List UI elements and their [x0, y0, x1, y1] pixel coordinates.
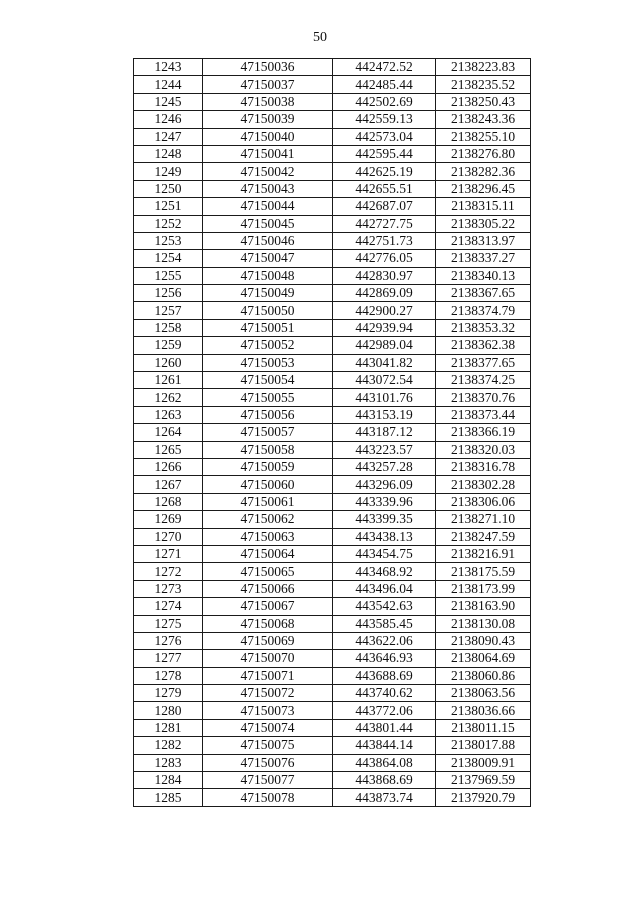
x-coordinate-cell: 443864.08	[333, 754, 436, 771]
row-number-cell: 1244	[134, 76, 203, 93]
row-number-cell: 1283	[134, 754, 203, 771]
point-id-cell: 47150045	[203, 215, 333, 232]
y-coordinate-cell: 2138374.79	[436, 302, 531, 319]
y-coordinate-cell: 2138036.66	[436, 702, 531, 719]
point-id-cell: 47150052	[203, 337, 333, 354]
row-number-cell: 1277	[134, 650, 203, 667]
x-coordinate-cell: 443496.04	[333, 580, 436, 597]
point-id-cell: 47150053	[203, 354, 333, 371]
y-coordinate-cell: 2138011.15	[436, 719, 531, 736]
table-row	[134, 702, 531, 719]
row-number-cell: 1274	[134, 598, 203, 615]
x-coordinate-cell: 442595.44	[333, 145, 436, 162]
table-row	[134, 285, 531, 302]
table-row	[134, 493, 531, 510]
row-number-cell: 1265	[134, 441, 203, 458]
y-coordinate-cell: 2138163.90	[436, 598, 531, 615]
x-coordinate-cell: 442869.09	[333, 285, 436, 302]
y-coordinate-cell: 2138060.86	[436, 667, 531, 684]
point-id-cell: 47150075	[203, 737, 333, 754]
point-id-cell: 47150078	[203, 789, 333, 806]
point-id-cell: 47150057	[203, 424, 333, 441]
x-coordinate-cell: 442655.51	[333, 180, 436, 197]
y-coordinate-cell: 2138009.91	[436, 754, 531, 771]
table-row	[134, 580, 531, 597]
x-coordinate-cell: 443101.76	[333, 389, 436, 406]
x-coordinate-cell: 442625.19	[333, 163, 436, 180]
row-number-cell: 1252	[134, 215, 203, 232]
y-coordinate-cell: 2138247.59	[436, 528, 531, 545]
y-coordinate-cell: 2138243.36	[436, 111, 531, 128]
x-coordinate-cell: 443873.74	[333, 789, 436, 806]
point-id-cell: 47150039	[203, 111, 333, 128]
row-number-cell: 1253	[134, 232, 203, 249]
y-coordinate-cell: 2138064.69	[436, 650, 531, 667]
table-row	[134, 754, 531, 771]
x-coordinate-cell: 443622.06	[333, 632, 436, 649]
x-coordinate-cell: 443468.92	[333, 563, 436, 580]
row-number-cell: 1256	[134, 285, 203, 302]
y-coordinate-cell: 2138302.28	[436, 476, 531, 493]
row-number-cell: 1246	[134, 111, 203, 128]
y-coordinate-cell: 2138017.88	[436, 737, 531, 754]
point-id-cell: 47150041	[203, 145, 333, 162]
x-coordinate-cell: 443801.44	[333, 719, 436, 736]
y-coordinate-cell: 2138090.43	[436, 632, 531, 649]
x-coordinate-cell: 442727.75	[333, 215, 436, 232]
y-coordinate-cell: 2138316.78	[436, 458, 531, 475]
row-number-cell: 1249	[134, 163, 203, 180]
row-number-cell: 1268	[134, 493, 203, 510]
row-number-cell: 1250	[134, 180, 203, 197]
y-coordinate-cell: 2137920.79	[436, 789, 531, 806]
table-row	[134, 458, 531, 475]
table-row	[134, 632, 531, 649]
point-id-cell: 47150072	[203, 685, 333, 702]
table-row	[134, 685, 531, 702]
y-coordinate-cell: 2138271.10	[436, 511, 531, 528]
row-number-cell: 1263	[134, 406, 203, 423]
row-number-cell: 1243	[134, 59, 203, 76]
y-coordinate-cell: 2137969.59	[436, 772, 531, 789]
row-number-cell: 1259	[134, 337, 203, 354]
x-coordinate-cell: 442485.44	[333, 76, 436, 93]
table-row	[134, 372, 531, 389]
y-coordinate-cell: 2138313.97	[436, 232, 531, 249]
x-coordinate-cell: 442776.05	[333, 250, 436, 267]
x-coordinate-cell: 442573.04	[333, 128, 436, 145]
row-number-cell: 1285	[134, 789, 203, 806]
table-row	[134, 215, 531, 232]
row-number-cell: 1270	[134, 528, 203, 545]
y-coordinate-cell: 2138373.44	[436, 406, 531, 423]
point-id-cell: 47150056	[203, 406, 333, 423]
x-coordinate-cell: 442687.07	[333, 198, 436, 215]
point-id-cell: 47150051	[203, 319, 333, 336]
point-id-cell: 47150061	[203, 493, 333, 510]
point-id-cell: 47150077	[203, 772, 333, 789]
x-coordinate-cell: 443868.69	[333, 772, 436, 789]
y-coordinate-cell: 2138374.25	[436, 372, 531, 389]
row-number-cell: 1269	[134, 511, 203, 528]
row-number-cell: 1275	[134, 615, 203, 632]
row-number-cell: 1282	[134, 737, 203, 754]
y-coordinate-cell: 2138337.27	[436, 250, 531, 267]
table-row	[134, 563, 531, 580]
y-coordinate-cell: 2138305.22	[436, 215, 531, 232]
point-id-cell: 47150048	[203, 267, 333, 284]
x-coordinate-cell: 443187.12	[333, 424, 436, 441]
table-row	[134, 337, 531, 354]
y-coordinate-cell: 2138276.80	[436, 145, 531, 162]
x-coordinate-cell: 443072.54	[333, 372, 436, 389]
x-coordinate-cell: 443585.45	[333, 615, 436, 632]
y-coordinate-cell: 2138362.38	[436, 337, 531, 354]
table-row	[134, 59, 531, 76]
y-coordinate-cell: 2138353.32	[436, 319, 531, 336]
point-id-cell: 47150044	[203, 198, 333, 215]
y-coordinate-cell: 2138282.36	[436, 163, 531, 180]
table-row	[134, 667, 531, 684]
y-coordinate-cell: 2138370.76	[436, 389, 531, 406]
x-coordinate-cell: 443772.06	[333, 702, 436, 719]
x-coordinate-cell: 443740.62	[333, 685, 436, 702]
point-id-cell: 47150059	[203, 458, 333, 475]
x-coordinate-cell: 442502.69	[333, 93, 436, 110]
table-row	[134, 511, 531, 528]
point-id-cell: 47150068	[203, 615, 333, 632]
point-id-cell: 47150065	[203, 563, 333, 580]
point-id-cell: 47150047	[203, 250, 333, 267]
point-id-cell: 47150067	[203, 598, 333, 615]
x-coordinate-cell: 443542.63	[333, 598, 436, 615]
table-row	[134, 650, 531, 667]
y-coordinate-cell: 2138216.91	[436, 545, 531, 562]
row-number-cell: 1247	[134, 128, 203, 145]
row-number-cell: 1284	[134, 772, 203, 789]
row-number-cell: 1261	[134, 372, 203, 389]
table-row	[134, 93, 531, 110]
point-id-cell: 47150062	[203, 511, 333, 528]
y-coordinate-cell: 2138306.06	[436, 493, 531, 510]
table-row	[134, 302, 531, 319]
row-number-cell: 1254	[134, 250, 203, 267]
row-number-cell: 1278	[134, 667, 203, 684]
x-coordinate-cell: 443454.75	[333, 545, 436, 562]
table-row	[134, 476, 531, 493]
x-coordinate-cell: 443257.28	[333, 458, 436, 475]
row-number-cell: 1281	[134, 719, 203, 736]
point-id-cell: 47150071	[203, 667, 333, 684]
page-number: 50	[313, 30, 327, 45]
point-id-cell: 47150038	[203, 93, 333, 110]
row-number-cell: 1279	[134, 685, 203, 702]
point-id-cell: 47150058	[203, 441, 333, 458]
coordinates-table	[133, 58, 531, 807]
row-number-cell: 1276	[134, 632, 203, 649]
y-coordinate-cell: 2138175.59	[436, 563, 531, 580]
y-coordinate-cell: 2138173.99	[436, 580, 531, 597]
table-row	[134, 354, 531, 371]
x-coordinate-cell: 443339.96	[333, 493, 436, 510]
row-number-cell: 1245	[134, 93, 203, 110]
x-coordinate-cell: 442830.97	[333, 267, 436, 284]
x-coordinate-cell: 443153.19	[333, 406, 436, 423]
y-coordinate-cell: 2138255.10	[436, 128, 531, 145]
row-number-cell: 1272	[134, 563, 203, 580]
row-number-cell: 1262	[134, 389, 203, 406]
table-row	[134, 163, 531, 180]
point-id-cell: 47150073	[203, 702, 333, 719]
table-row	[134, 528, 531, 545]
y-coordinate-cell: 2138250.43	[436, 93, 531, 110]
point-id-cell: 47150074	[203, 719, 333, 736]
x-coordinate-cell: 443399.35	[333, 511, 436, 528]
point-id-cell: 47150064	[203, 545, 333, 562]
y-coordinate-cell: 2138340.13	[436, 267, 531, 284]
row-number-cell: 1267	[134, 476, 203, 493]
x-coordinate-cell: 442989.04	[333, 337, 436, 354]
point-id-cell: 47150037	[203, 76, 333, 93]
y-coordinate-cell: 2138235.52	[436, 76, 531, 93]
row-number-cell: 1255	[134, 267, 203, 284]
point-id-cell: 47150069	[203, 632, 333, 649]
row-number-cell: 1273	[134, 580, 203, 597]
table-row	[134, 76, 531, 93]
x-coordinate-cell: 442472.52	[333, 59, 436, 76]
x-coordinate-cell: 442751.73	[333, 232, 436, 249]
y-coordinate-cell: 2138130.08	[436, 615, 531, 632]
point-id-cell: 47150049	[203, 285, 333, 302]
row-number-cell: 1280	[134, 702, 203, 719]
point-id-cell: 47150040	[203, 128, 333, 145]
point-id-cell: 47150076	[203, 754, 333, 771]
x-coordinate-cell: 443223.57	[333, 441, 436, 458]
point-id-cell: 47150070	[203, 650, 333, 667]
table-row	[134, 772, 531, 789]
table-row	[134, 250, 531, 267]
x-coordinate-cell: 442559.13	[333, 111, 436, 128]
x-coordinate-cell: 443041.82	[333, 354, 436, 371]
row-number-cell: 1258	[134, 319, 203, 336]
y-coordinate-cell: 2138223.83	[436, 59, 531, 76]
y-coordinate-cell: 2138315.11	[436, 198, 531, 215]
table-row	[134, 545, 531, 562]
y-coordinate-cell: 2138366.19	[436, 424, 531, 441]
table-row	[134, 145, 531, 162]
table-row	[134, 111, 531, 128]
x-coordinate-cell: 443688.69	[333, 667, 436, 684]
point-id-cell: 47150055	[203, 389, 333, 406]
y-coordinate-cell: 2138063.56	[436, 685, 531, 702]
table-row	[134, 180, 531, 197]
point-id-cell: 47150066	[203, 580, 333, 597]
table-row	[134, 737, 531, 754]
table-row	[134, 198, 531, 215]
table-row	[134, 319, 531, 336]
row-number-cell: 1251	[134, 198, 203, 215]
point-id-cell: 47150060	[203, 476, 333, 493]
table-row	[134, 719, 531, 736]
row-number-cell: 1257	[134, 302, 203, 319]
row-number-cell: 1260	[134, 354, 203, 371]
point-id-cell: 47150054	[203, 372, 333, 389]
row-number-cell: 1271	[134, 545, 203, 562]
table-row	[134, 598, 531, 615]
x-coordinate-cell: 443438.13	[333, 528, 436, 545]
row-number-cell: 1264	[134, 424, 203, 441]
y-coordinate-cell: 2138377.65	[436, 354, 531, 371]
row-number-cell: 1248	[134, 145, 203, 162]
table-row	[134, 267, 531, 284]
point-id-cell: 47150036	[203, 59, 333, 76]
x-coordinate-cell: 443646.93	[333, 650, 436, 667]
point-id-cell: 47150050	[203, 302, 333, 319]
table-row	[134, 128, 531, 145]
point-id-cell: 47150046	[203, 232, 333, 249]
point-id-cell: 47150063	[203, 528, 333, 545]
table-row	[134, 389, 531, 406]
point-id-cell: 47150043	[203, 180, 333, 197]
x-coordinate-cell: 442939.94	[333, 319, 436, 336]
row-number-cell: 1266	[134, 458, 203, 475]
table-row	[134, 424, 531, 441]
coordinates-table-body	[134, 59, 531, 807]
y-coordinate-cell: 2138296.45	[436, 180, 531, 197]
x-coordinate-cell: 443844.14	[333, 737, 436, 754]
table-row	[134, 441, 531, 458]
y-coordinate-cell: 2138367.65	[436, 285, 531, 302]
table-row	[134, 789, 531, 806]
x-coordinate-cell: 443296.09	[333, 476, 436, 493]
table-row	[134, 232, 531, 249]
x-coordinate-cell: 442900.27	[333, 302, 436, 319]
table-row	[134, 615, 531, 632]
table-row	[134, 406, 531, 423]
point-id-cell: 47150042	[203, 163, 333, 180]
y-coordinate-cell: 2138320.03	[436, 441, 531, 458]
